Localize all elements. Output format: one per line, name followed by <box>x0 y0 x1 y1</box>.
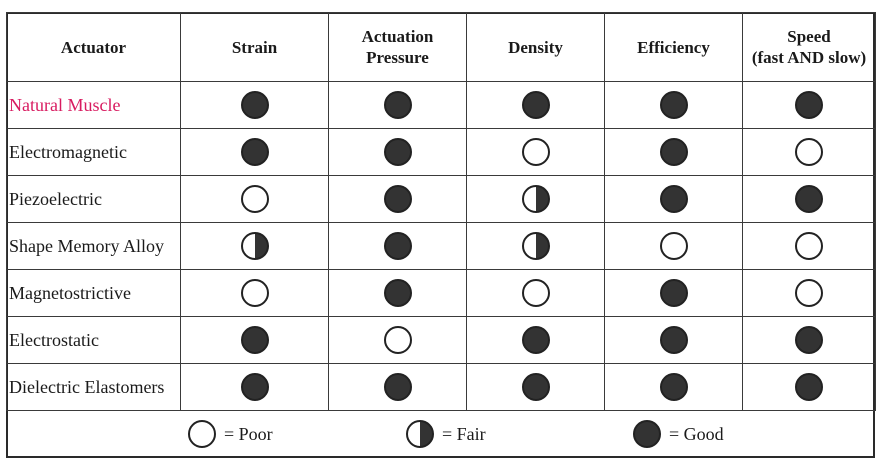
header-actuator: Actuator <box>7 13 181 82</box>
rating-cell-speed <box>743 270 876 317</box>
header-speed: Speed (fast AND slow) <box>743 13 876 82</box>
legend-label-poor: = Poor <box>224 423 273 444</box>
rating-cell-pressure <box>329 317 467 364</box>
good-rating-icon <box>384 232 412 260</box>
rating-cell-pressure <box>329 223 467 270</box>
good-rating-icon <box>241 91 269 119</box>
rating-cell-pressure <box>329 364 467 411</box>
good-rating-icon <box>241 326 269 354</box>
rating-cell-speed <box>743 176 876 223</box>
actuator-name-cell: Magnetostrictive <box>7 270 181 317</box>
rating-cell-speed <box>743 364 876 411</box>
rating-cell-strain <box>181 129 329 176</box>
rating-cell-density <box>467 129 605 176</box>
actuator-comparison-table <box>6 12 876 411</box>
rating-cell-density <box>467 317 605 364</box>
good-rating-icon <box>795 326 823 354</box>
rating-cell-speed <box>743 129 876 176</box>
rating-cell-strain <box>181 82 329 129</box>
rating-cell-speed <box>743 82 876 129</box>
rating-cell-efficiency <box>605 176 743 223</box>
header-actuation-pressure: Actuation Pressure <box>329 13 467 82</box>
good-rating-icon <box>633 420 661 448</box>
rating-cell-efficiency <box>605 364 743 411</box>
poor-rating-icon <box>795 279 823 307</box>
good-rating-icon <box>795 91 823 119</box>
rating-cell-efficiency <box>605 317 743 364</box>
rating-cell-pressure <box>329 176 467 223</box>
good-rating-icon <box>660 326 688 354</box>
good-rating-icon <box>384 373 412 401</box>
good-rating-icon <box>522 373 550 401</box>
table-row <box>7 223 876 270</box>
table-row <box>7 270 876 317</box>
rating-cell-speed <box>743 223 876 270</box>
table-body <box>7 82 876 411</box>
fair-rating-icon <box>406 420 434 448</box>
rating-cell-strain <box>181 223 329 270</box>
poor-rating-icon <box>241 279 269 307</box>
rating-cell-speed <box>743 317 876 364</box>
table-row <box>7 317 876 364</box>
poor-rating-icon <box>660 232 688 260</box>
table-row <box>7 129 876 176</box>
actuator-name-cell: Dielectric Elastomers <box>7 364 181 411</box>
legend-item-good <box>633 420 724 448</box>
header-strain: Strain <box>181 13 329 82</box>
good-rating-icon <box>660 279 688 307</box>
good-rating-icon <box>241 138 269 166</box>
poor-rating-icon <box>795 232 823 260</box>
good-rating-icon <box>795 373 823 401</box>
good-rating-icon <box>795 185 823 213</box>
rating-cell-strain <box>181 364 329 411</box>
good-rating-icon <box>660 91 688 119</box>
poor-rating-icon <box>241 185 269 213</box>
rating-cell-efficiency <box>605 223 743 270</box>
rating-cell-strain <box>181 270 329 317</box>
legend-label-fair: = Fair <box>442 423 486 444</box>
header-efficiency: Efficiency <box>605 13 743 82</box>
actuator-name-cell: Natural Muscle <box>7 82 181 129</box>
poor-rating-icon <box>384 326 412 354</box>
legend-item-fair <box>406 420 486 448</box>
poor-rating-icon <box>522 279 550 307</box>
rating-cell-efficiency <box>605 270 743 317</box>
actuator-name-cell: Electromagnetic <box>7 129 181 176</box>
actuator-name-cell: Piezoelectric <box>7 176 181 223</box>
table-row <box>7 176 876 223</box>
fair-rating-icon <box>241 232 269 260</box>
legend-item-poor <box>188 420 273 448</box>
rating-cell-density <box>467 270 605 317</box>
good-rating-icon <box>241 373 269 401</box>
rating-cell-efficiency <box>605 82 743 129</box>
table-row <box>7 364 876 411</box>
rating-cell-density <box>467 223 605 270</box>
legend <box>6 410 875 458</box>
header-row <box>7 13 876 82</box>
actuator-name-cell: Electrostatic <box>7 317 181 364</box>
rating-cell-pressure <box>329 82 467 129</box>
rating-cell-pressure <box>329 129 467 176</box>
actuator-name-cell: Shape Memory Alloy <box>7 223 181 270</box>
poor-rating-icon <box>522 138 550 166</box>
rating-cell-efficiency <box>605 129 743 176</box>
legend-label-good: = Good <box>669 423 724 444</box>
good-rating-icon <box>384 279 412 307</box>
table-row <box>7 82 876 129</box>
good-rating-icon <box>522 91 550 119</box>
poor-rating-icon <box>188 420 216 448</box>
rating-cell-strain <box>181 317 329 364</box>
good-rating-icon <box>384 185 412 213</box>
fair-rating-icon <box>522 232 550 260</box>
fair-rating-icon <box>522 185 550 213</box>
good-rating-icon <box>384 138 412 166</box>
rating-cell-density <box>467 364 605 411</box>
good-rating-icon <box>660 138 688 166</box>
poor-rating-icon <box>795 138 823 166</box>
rating-cell-pressure <box>329 270 467 317</box>
rating-cell-density <box>467 176 605 223</box>
rating-cell-strain <box>181 176 329 223</box>
good-rating-icon <box>660 373 688 401</box>
header-density: Density <box>467 13 605 82</box>
good-rating-icon <box>384 91 412 119</box>
good-rating-icon <box>660 185 688 213</box>
good-rating-icon <box>522 326 550 354</box>
rating-cell-density <box>467 82 605 129</box>
